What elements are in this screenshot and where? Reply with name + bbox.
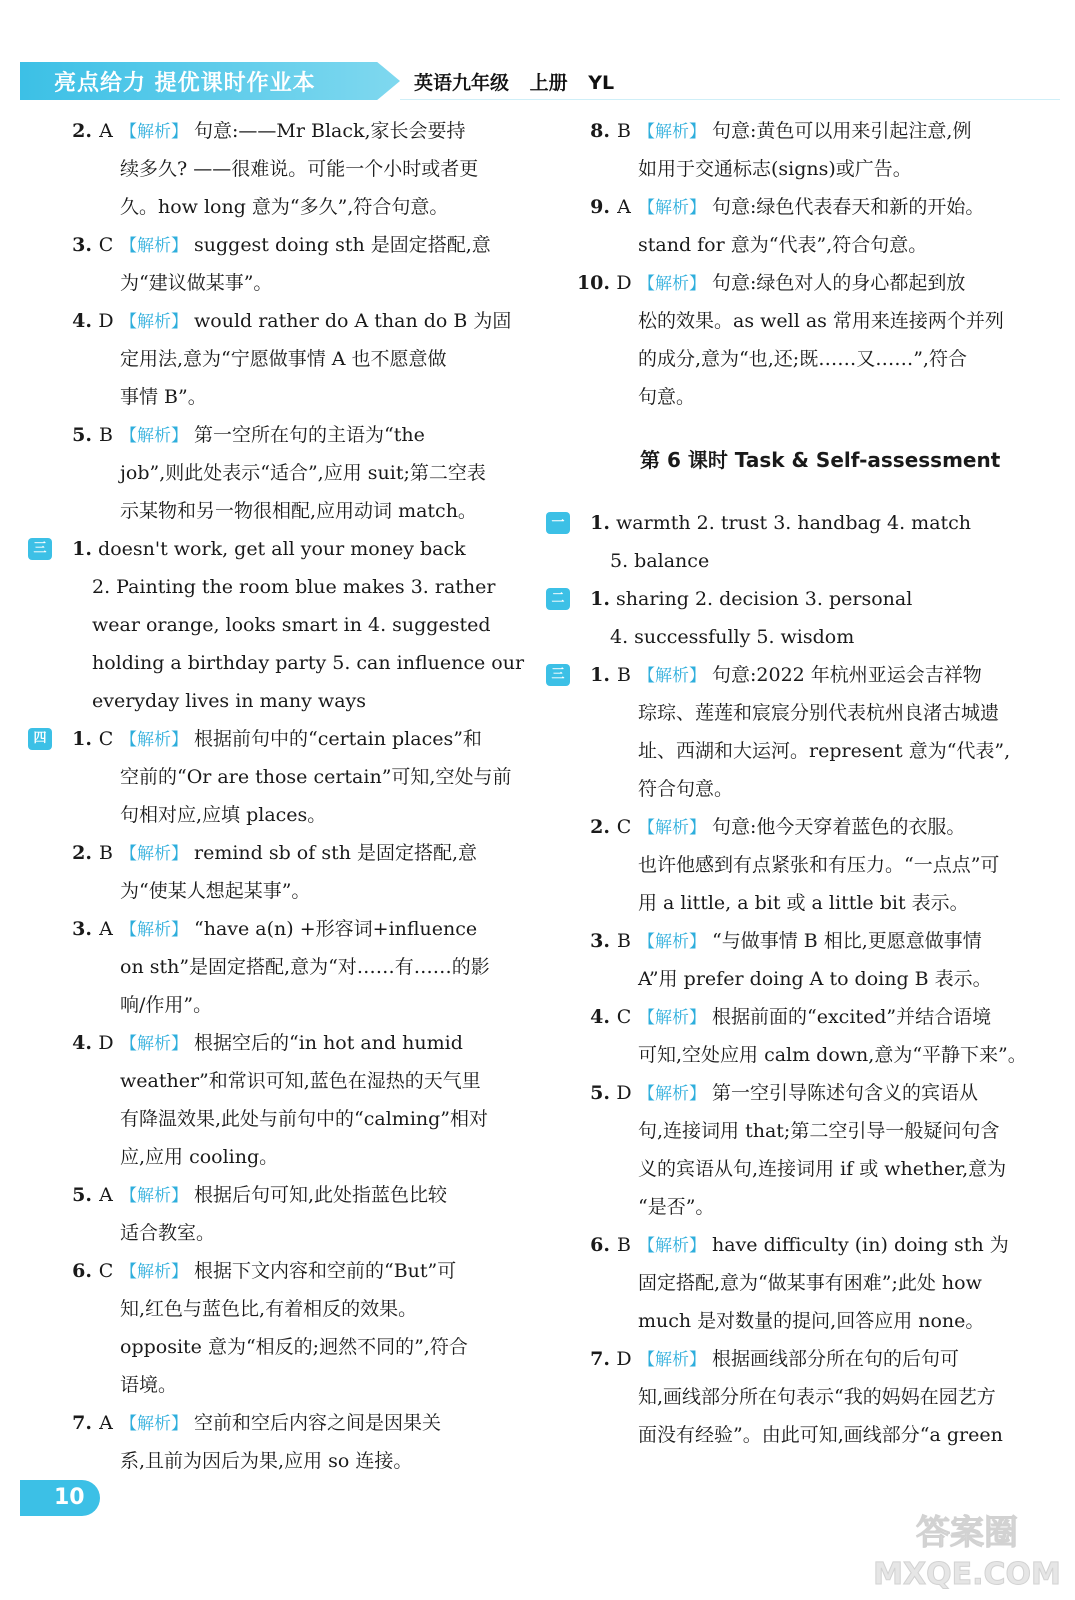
answer-text: 为“建议做某事”。: [120, 272, 273, 294]
answer-line: [58, 682, 548, 720]
answer-item: [576, 808, 1056, 846]
right-column: [551, 112, 1056, 1454]
answer-line: [576, 1188, 1056, 1226]
header-divider: [400, 99, 1060, 100]
analysis-tag: 【解析】: [120, 1034, 188, 1054]
answer-text: 根据后句可知,此处指蓝色比较: [194, 1184, 448, 1206]
answer-text: 久。how long 意为“多久”,符合句意。: [120, 196, 449, 218]
item-number: 1.: [590, 664, 610, 686]
answer-line: [58, 796, 548, 834]
analysis-tag: 【解析】: [120, 1262, 188, 1282]
answer-text: 2. Painting the room blue makes 3. rather: [92, 576, 496, 598]
answer-letter: C: [98, 234, 114, 256]
answer-line: [576, 770, 1056, 808]
watermark-bottom-text: MXQE.COM: [873, 1557, 1061, 1592]
answer-text: 根据画线部分所在句的后句可: [712, 1348, 960, 1370]
answer-line: [58, 454, 548, 492]
answer-line: [58, 1100, 548, 1138]
answer-text: holding a birthday party 5. can influence our: [92, 652, 525, 674]
item-number: 5.: [72, 424, 92, 446]
answer-text: 根据空后的“in hot and humid: [194, 1032, 463, 1054]
answer-line: [58, 188, 548, 226]
answer-text: 句,连接词用 that;第二空引导一般疑问句含: [638, 1120, 1000, 1142]
answer-line: [576, 340, 1056, 378]
answer-line: [58, 1328, 548, 1366]
answer-item: [58, 834, 548, 872]
answer-text: 句相对应,应填 places。: [120, 804, 327, 826]
analysis-tag: 【解析】: [638, 818, 706, 838]
answer-line: [58, 1214, 548, 1252]
item-number: 1.: [72, 538, 92, 560]
answer-letter: A: [617, 196, 631, 218]
answer-line: [58, 872, 548, 910]
answer-item: [576, 264, 1056, 302]
answer-text: A”用 prefer doing A to doing B 表示。: [638, 968, 992, 990]
item-number: 1.: [590, 512, 610, 534]
answer-text: 根据下文内容和空前的“But”可: [194, 1260, 457, 1282]
analysis-tag: 【解析】: [638, 274, 706, 294]
answer-item: [58, 226, 548, 264]
answer-line: [58, 1290, 548, 1328]
header-subject: 英语九年级 上册 YL: [414, 72, 615, 94]
answer-text: have difficulty (in) doing sth 为: [712, 1234, 1009, 1256]
answer-letter: A: [99, 1184, 113, 1206]
answer-line: [58, 1366, 548, 1404]
answer-letter: B: [99, 424, 113, 446]
answer-text: “是否”。: [638, 1196, 715, 1218]
item-number: 2.: [72, 120, 92, 142]
analysis-tag: 【解析】: [638, 1008, 706, 1028]
answer-line: [576, 1264, 1056, 1302]
item-number: 9.: [590, 196, 610, 218]
answer-line: [576, 226, 1056, 264]
answer-item: [551, 580, 1056, 618]
answer-line: [58, 492, 548, 530]
section-marker: 三: [546, 664, 570, 686]
answer-text: 系,且前为因后为果,应用 so 连接。: [120, 1450, 413, 1472]
answer-line: [58, 644, 548, 682]
item-number: 2.: [590, 816, 610, 838]
answer-text: much 是对数量的提问,回答应用 none。: [638, 1310, 985, 1332]
answer-text: 句意:——Mr Black,家长会要持: [194, 120, 466, 142]
item-number: 5.: [590, 1082, 610, 1104]
answer-text: 面没有经验”。由此可知,画线部分“a green: [638, 1424, 1003, 1446]
answer-line: [58, 340, 548, 378]
answer-item: [551, 504, 1056, 542]
answer-line: [576, 618, 1056, 656]
answer-text: sharing 2. decision 3. personal: [616, 588, 913, 610]
answer-text: 句意:他今天穿着蓝色的衣服。: [712, 816, 966, 838]
answer-item: [33, 530, 548, 568]
answer-text: would rather do A than do B 为固: [194, 310, 512, 332]
item-number: 4.: [590, 1006, 610, 1028]
analysis-tag: 【解析】: [120, 1414, 188, 1434]
item-number: 4.: [72, 310, 92, 332]
answer-line: [576, 960, 1056, 998]
page-header: [20, 62, 1060, 100]
item-number: 6.: [72, 1260, 92, 1282]
item-number: 5.: [72, 1184, 92, 1206]
answer-line: [576, 542, 1056, 580]
answer-line: [58, 948, 548, 986]
item-number: 3.: [72, 918, 92, 940]
watermark-top-text: 答案圈: [916, 1513, 1018, 1553]
answer-text: 琮琮、莲莲和宸宸分别代表杭州良渚古城遗: [638, 702, 1000, 724]
answer-line: [576, 150, 1056, 188]
analysis-tag: 【解析】: [638, 932, 706, 952]
answer-line: [576, 694, 1056, 732]
answer-line: [58, 378, 548, 416]
answer-item: [576, 922, 1056, 960]
answer-text: remind sb of sth 是固定搭配,意: [194, 842, 478, 864]
answer-text: “have a(n) +形容词+influence: [194, 918, 478, 940]
item-number: 6.: [590, 1234, 610, 1256]
answer-text: 固定搭配,意为“做某事有困难”;此处 how: [638, 1272, 982, 1294]
section-marker: 一: [546, 512, 570, 534]
answer-line: [576, 1302, 1056, 1340]
answer-text: 为“使某人想起某事”。: [120, 880, 311, 902]
analysis-tag: 【解析】: [120, 426, 188, 446]
answer-text: 句意:2022 年杭州亚运会吉祥物: [712, 664, 982, 686]
answer-text: 知,画线部分所在句表示“我的妈妈在园艺方: [638, 1386, 996, 1408]
answer-letter: D: [616, 1348, 632, 1370]
answer-text: 有降温效果,此处与前句中的“calming”相对: [120, 1108, 489, 1130]
answer-text: stand for 意为“代表”,符合句意。: [638, 234, 928, 256]
answer-item: [58, 112, 548, 150]
answer-letter: C: [98, 1260, 114, 1282]
answer-text: 语境。: [120, 1374, 178, 1396]
answer-line: [58, 150, 548, 188]
answer-text: wear orange, looks smart in 4. suggested: [92, 614, 491, 636]
answer-line: [58, 1442, 548, 1480]
answer-letter: D: [616, 272, 632, 294]
answer-item: [58, 416, 548, 454]
answer-text: 第一空引导陈述句含义的宾语从: [712, 1082, 979, 1104]
answer-letter: C: [98, 728, 114, 750]
answer-text: 符合句意。: [638, 778, 734, 800]
analysis-tag: 【解析】: [638, 1084, 706, 1104]
answer-text: 知,红色与蓝色比,有着相反的效果。: [120, 1298, 418, 1320]
answer-text: suggest doing sth 是固定搭配,意: [194, 234, 491, 256]
analysis-tag: 【解析】: [120, 920, 188, 940]
answer-text: 松的效果。as well as 常用来连接两个并列: [638, 310, 1004, 332]
answer-letter: A: [99, 120, 113, 142]
answer-text: 可知,空处应用 calm down,意为“平静下来”。: [638, 1044, 1027, 1066]
item-number: 4.: [72, 1032, 92, 1054]
answer-item: [58, 1024, 548, 1062]
answer-letter: B: [99, 842, 113, 864]
answer-text: 义的宾语从句,连接词用 if 或 whether,意为: [638, 1158, 1007, 1180]
answer-line: [576, 884, 1056, 922]
answer-line: [58, 606, 548, 644]
answer-item: [33, 720, 548, 758]
answer-item: [576, 188, 1056, 226]
left-column: [33, 112, 548, 1480]
analysis-tag: 【解析】: [120, 730, 188, 750]
answer-item: [576, 1074, 1056, 1112]
answer-line: [576, 846, 1056, 884]
answer-letter: B: [617, 930, 631, 952]
answer-text: 如用于交通标志(signs)或广告。: [638, 158, 912, 180]
item-number: 1.: [590, 588, 610, 610]
page-number: 10: [20, 1480, 100, 1516]
answer-letter: C: [616, 1006, 632, 1028]
answer-line: [58, 1138, 548, 1176]
answer-item: [576, 112, 1056, 150]
item-number: 8.: [590, 120, 610, 142]
answer-text: on sth”是固定搭配,意为“对……有……的影: [120, 956, 490, 978]
answer-line: [576, 1378, 1056, 1416]
analysis-tag: 【解析】: [638, 122, 706, 142]
answer-line: [58, 568, 548, 606]
answer-line: [576, 302, 1056, 340]
right-column-top: [576, 112, 1056, 416]
answer-text: 示某物和另一物很相配,应用动词 match。: [120, 500, 477, 522]
answer-text: job”,则此处表示“适合”,应用 suit;第二空表: [120, 462, 486, 484]
analysis-tag: 【解析】: [638, 666, 706, 686]
answer-text: 第一空所在句的主语为“the: [194, 424, 425, 446]
answer-line: [576, 1036, 1056, 1074]
item-number: 3.: [72, 234, 92, 256]
analysis-tag: 【解析】: [120, 236, 188, 256]
section-marker: 四: [28, 728, 52, 750]
answer-item: [576, 1340, 1056, 1378]
answer-text: everyday lives in many ways: [92, 690, 367, 712]
right-column-bottom: [551, 504, 1056, 1454]
item-number: 10.: [576, 272, 610, 294]
analysis-tag: 【解析】: [638, 1236, 706, 1256]
answer-text: 5. balance: [610, 550, 710, 572]
answer-text: doesn't work, get all your money back: [98, 538, 466, 560]
answer-letter: D: [98, 310, 114, 332]
answer-text: 4. successfully 5. wisdom: [610, 626, 855, 648]
answer-text: 也许他感到有点紧张和有压力。“一点点”可: [638, 854, 1000, 876]
answer-letter: B: [617, 1234, 631, 1256]
header-brand: 亮点给力 提优课时作业本: [54, 71, 316, 96]
watermark-logo: [873, 1502, 1061, 1592]
analysis-tag: 【解析】: [120, 844, 188, 864]
answer-text: warmth 2. trust 3. handbag 4. match: [616, 512, 972, 534]
answer-text: 句意:绿色对人的身心都起到放: [712, 272, 966, 294]
answer-item: [576, 998, 1056, 1036]
answer-letter: C: [616, 816, 632, 838]
answer-item: [551, 656, 1056, 694]
answer-line: [576, 1112, 1056, 1150]
section-marker: 三: [28, 538, 52, 560]
section-marker: 二: [546, 588, 570, 610]
answer-letter: D: [616, 1082, 632, 1104]
answer-text: 应,应用 cooling。: [120, 1146, 279, 1168]
answer-text: 句意。: [638, 386, 696, 408]
answer-line: [58, 986, 548, 1024]
answer-letter: B: [617, 664, 631, 686]
analysis-tag: 【解析】: [120, 122, 188, 142]
answer-line: [576, 1150, 1056, 1188]
answer-text: 续多久? ——很难说。可能一个小时或者更: [120, 158, 479, 180]
answer-text: 句意:黄色可以用来引起注意,例: [712, 120, 972, 142]
answer-letter: A: [99, 918, 113, 940]
answer-text: 响/作用”。: [120, 994, 213, 1016]
answer-letter: A: [99, 1412, 113, 1434]
analysis-tag: 【解析】: [120, 1186, 188, 1206]
answer-item: [58, 1404, 548, 1442]
answer-text: 址、西湖和大运河。represent 意为“代表”,: [638, 740, 1011, 762]
answer-text: opposite 意为“相反的;迥然不同的”,符合: [120, 1336, 468, 1358]
analysis-tag: 【解析】: [120, 312, 188, 332]
answer-text: 事情 B”。: [120, 386, 207, 408]
answer-text: 的成分,意为“也,还;既……又……”,符合: [638, 348, 967, 370]
answer-line: [58, 758, 548, 796]
answer-text: 适合教室。: [120, 1222, 216, 1244]
answer-text: 用 a little, a bit 或 a little bit 表示。: [638, 892, 969, 914]
item-number: 2.: [72, 842, 92, 864]
answer-text: weather”和常识可知,蓝色在湿热的天气里: [120, 1070, 481, 1092]
answer-item: [58, 910, 548, 948]
answer-letter: D: [98, 1032, 114, 1054]
answer-item: [58, 1176, 548, 1214]
answer-letter: B: [617, 120, 631, 142]
answer-text: 空前的“Or are those certain”可知,空处与前: [120, 766, 512, 788]
answer-line: [58, 1062, 548, 1100]
item-number: 7.: [72, 1412, 92, 1434]
answer-line: [576, 732, 1056, 770]
lesson-title: 第 6 课时 Task & Self-assessment: [640, 448, 1001, 472]
answer-text: 根据前面的“excited”并结合语境: [712, 1006, 992, 1028]
item-number: 1.: [72, 728, 92, 750]
answer-text: 定用法,意为“宁愿做事情 A 也不愿意做: [120, 348, 447, 370]
analysis-tag: 【解析】: [638, 1350, 706, 1370]
answer-item: [576, 1226, 1056, 1264]
answer-item: [58, 302, 548, 340]
answer-text: 根据前句中的“certain places”和: [194, 728, 482, 750]
answer-text: 句意:绿色代表春天和新的开始。: [712, 196, 985, 218]
answer-line: [58, 264, 548, 302]
answer-line: [576, 378, 1056, 416]
item-number: 7.: [590, 1348, 610, 1370]
answer-line: [576, 1416, 1056, 1454]
analysis-tag: 【解析】: [638, 198, 706, 218]
item-number: 3.: [590, 930, 610, 952]
answer-item: [58, 1252, 548, 1290]
answer-text: “与做事情 B 相比,更愿意做事情: [712, 930, 982, 952]
answer-text: 空前和空后内容之间是因果关: [194, 1412, 442, 1434]
